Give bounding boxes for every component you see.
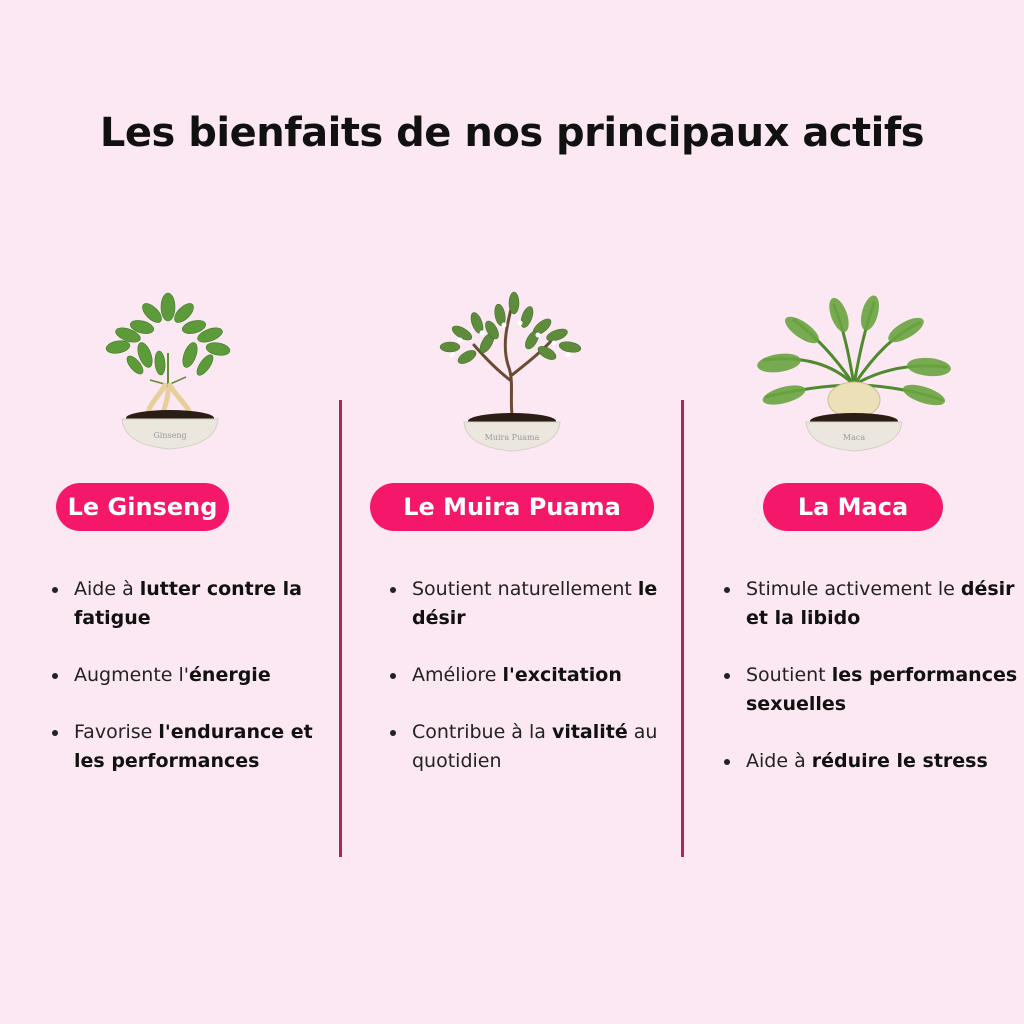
maca-benefits-list: [720, 575, 1024, 804]
muira-puama-plant-icon: [342, 285, 682, 460]
ginseng-column: [0, 285, 340, 845]
maca-pot-label: Maca: [842, 433, 866, 442]
maca-plant-image: [684, 285, 1024, 460]
page-title: Les bienfaits de nos principaux actifs: [99, 110, 925, 156]
maca-column: [684, 285, 1024, 845]
ginseng-pot-label: Ginseng: [153, 431, 187, 440]
maca-title-badge: La Maca: [763, 483, 943, 531]
maca-benefit-1: • Stimule activement le désir et la libido: [742, 575, 1024, 633]
ginseng-benefit-2: • Augmente l'énergie: [70, 661, 340, 690]
ginseng-title-badge: Le Ginseng: [56, 483, 229, 531]
ginseng-benefit-1: • Aide à lutter contre la fatigue: [70, 575, 340, 633]
ginseng-benefits-list: [48, 575, 340, 804]
maca-benefit-2: • Soutient les performances sexuelles: [742, 661, 1024, 719]
muira-puama-benefits-list: [386, 575, 678, 804]
maca-benefit-3: • Aide à réduire le stress: [742, 747, 1024, 776]
maca-plant-icon: [684, 285, 1024, 460]
ginseng-plant-image: [0, 285, 340, 460]
muira-puama-title-badge: Le Muira Puama: [370, 483, 654, 531]
muira-puama-pot-label: Muira Puama: [484, 433, 540, 442]
muira-puama-benefit-3: • Contribue à la vitalité au quotidien: [408, 718, 678, 776]
muira-puama-plant-image: [342, 285, 682, 460]
ginseng-benefit-3: • Favorise l'endurance et les performances: [70, 718, 340, 776]
ginseng-plant-icon: [0, 285, 340, 460]
muira-puama-column: [342, 285, 682, 845]
muira-puama-benefit-2: • Améliore l'excitation: [408, 661, 678, 690]
muira-puama-benefit-1: • Soutient naturellement le désir: [408, 575, 678, 633]
